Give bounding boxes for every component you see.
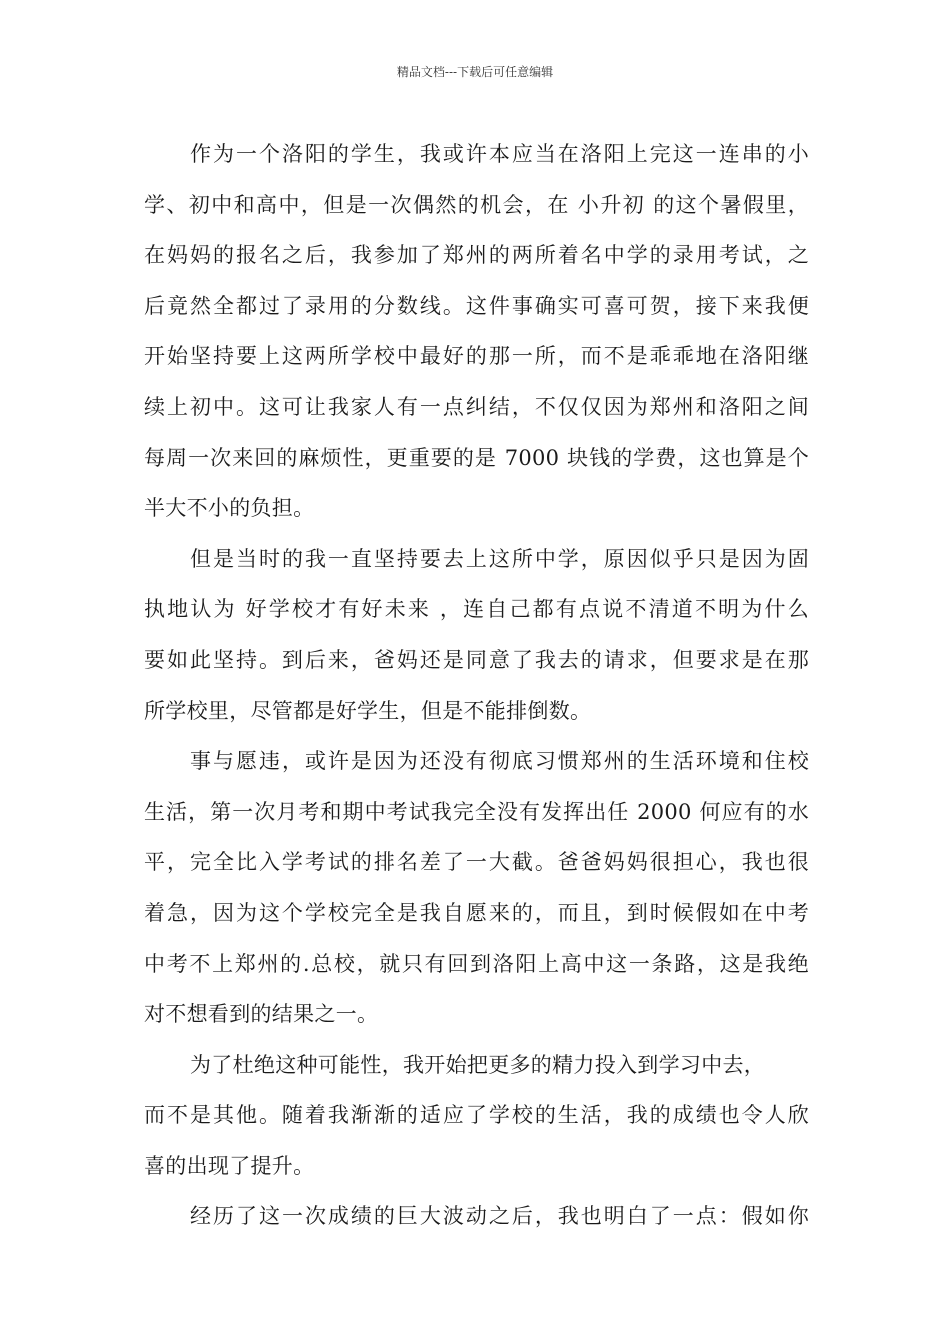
page-header: 精品文档---下载后可任意编辑 [396,65,554,79]
text-line: 为了杜绝这种可能性，我开始把更多的精力投入到学习中去， [190,1052,766,1077]
text-line: 事与愿违，或许是因为还没有彻底习惯郑州的生活环境和住校 [190,749,809,774]
text-line: 平，完全比入学考试的排名差了一大截。爸爸妈妈很担心，我也很 [144,850,809,875]
text-line: 续上初中。这可让我家人有一点纠结，不仅仅因为郑州和洛阳之间 [144,394,809,419]
text-line: 后竟然全都过了录用的分数线。这件事确实可喜可贺，接下来我便 [144,293,809,318]
text-line: 学、初中和高中，但是一次偶然的机会，在 小升初 的这个暑假里， [144,192,809,217]
text-line: 而不是其他。随着我渐渐的适应了学校的生活，我的成绩也令人欣 [144,1103,809,1128]
text-line: 着急，因为这个学校完全是我自愿来的，而且，到时候假如在中考 [144,900,809,925]
text-line: 执地认为 好学校才有好未来 ，连自己都有点说不清道不明为什么 [144,597,809,622]
text-line: 在妈妈的报名之后，我参加了郑州的两所着名中学的录用考试，之 [144,243,809,268]
essay-body [144,129,809,1242]
text-line: 中考不上郑州的.总校，就只有回到洛阳上高中这一条路，这是我绝 [144,951,809,976]
text-line: 经历了这一次成绩的巨大波动之后，我也明白了一点：假如你 [190,1204,809,1229]
text-line: 作为一个洛阳的学生，我或许本应当在洛阳上完这一连串的小 [190,142,809,166]
text-line: 生活，第一次月考和期中考试我完全没有发挥出任 2000 何应有的水 [144,799,809,824]
text-line: 对不想看到的结果之一。 [144,1002,379,1027]
text-line: 所学校里，尽管都是好学生，但是不能排倒数。 [144,698,592,723]
text-line: 开始坚持要上这两所学校中最好的那一所，而不是乖乖地在洛阳继 [144,344,809,369]
text-line: 半大不小的负担。 [144,496,315,521]
text-line: 但是当时的我一直坚持要去上这所中学，原因似乎只是因为固 [190,546,809,571]
text-line: 喜的出现了提升。 [144,1153,315,1178]
text-line: 要如此坚持。到后来，爸妈还是同意了我去的请求，但要求是在那 [144,647,809,672]
text-line: 每周一次来回的麻烦性，更重要的是 7000 块钱的学费，这也算是个 [144,445,809,470]
